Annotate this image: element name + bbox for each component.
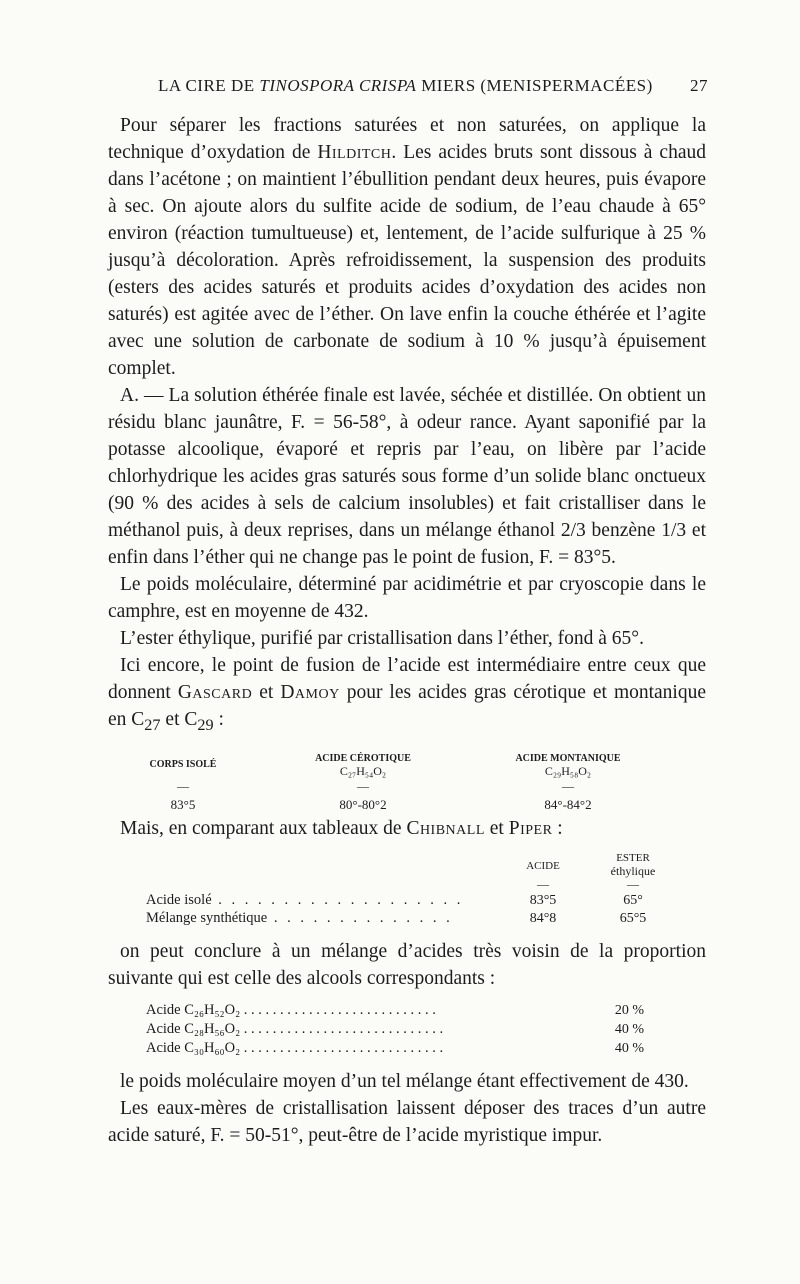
paragraph-8: le poids moléculaire moyen d’un tel mélange étant effectivement de 430. xyxy=(120,1070,689,1092)
author-name: Chibnall xyxy=(406,817,485,839)
table-row: Acide isolé . . . . . . . . . . . . . . . . . . . xyxy=(146,891,464,908)
melting-point-table xyxy=(108,753,706,815)
table-header-ester: ESTER éthylique xyxy=(610,851,656,878)
paragraph-2: A. — La solution éthérée finale est lavée, séchée et distillée. On obtient un résidu blanc jaunâtre, F. = 56-58°, à odeur rance. Ayant saponifié par la potasse alcoolique, évaporé et repris par l’eau, on libère par l’acide chlorhydrique les acides gras saturés sous forme d’un solide blanc onctueux (90 % des acides à sels de calcium insolubles) et fait cristalliser dans le méthanol puis, à deux reprises, dans un mélange éthanol 2/3 benzène 1/3 et enfin dans l’éther qui ne change pas le point de fusion, F. = 83°5. xyxy=(108,385,706,568)
value-acide: 83°5 xyxy=(529,892,557,908)
comparison-table xyxy=(108,850,706,924)
value-percent: 20 % xyxy=(614,1002,644,1018)
proportion-table xyxy=(108,998,706,1064)
table-dash: — xyxy=(627,876,639,891)
paragraph-4: L’ester éthylique, purifié par cristallisation dans l’éther, fond à 65°. xyxy=(120,628,644,649)
page-number: 27 xyxy=(690,76,708,95)
table-dash: — xyxy=(562,778,574,793)
table-row: Acide C₂₈H₅₆O₂ . . . . . . . . . . . . . . . . . . . . . . . . . . . . xyxy=(146,1020,444,1037)
table-row: Mélange synthétique . . . . . . . . . . . . . . xyxy=(146,909,453,926)
paragraph-9: Les eaux-mères de cristallisation laissent déposer des traces d’un autre acide saturé, F. = 50-51°, peut-être de l’acide myristique impur. xyxy=(108,1097,706,1146)
author-name: Hilditch xyxy=(317,142,392,163)
author-name: Piper xyxy=(508,817,553,839)
running-header xyxy=(158,76,708,100)
paragraph-7: on peut conclure à un mélange d’acides très voisin de la proportion suivante qui est celle des alcools correspondants : xyxy=(108,940,706,989)
value-ester: 65°5 xyxy=(619,910,647,926)
table-row: Acide C₂₆H₅₂O₂ . . . . . . . . . . . . . . . . . . . . . . . . . . . xyxy=(146,1001,436,1018)
value-percent: 40 % xyxy=(614,1021,644,1037)
header-title: LA CIRE DE TINOSPORA CRISPA MIERS (MENISPERMACÉES) xyxy=(158,76,653,95)
table-header-montanique: ACIDE MONTANIQUE C₂₉H₅₈O₂ xyxy=(478,753,658,777)
paragraph-5: Ici encore, le point de fusion de l’acide est intermédiaire entre ceux que donnent Gascard et Damoy pour les acides gras cérotique et montanique en $C_{27}$ et $C_{29}$ : xyxy=(108,655,707,734)
table-dash: — xyxy=(177,778,189,793)
value-montanique: 84°-84°2 xyxy=(544,796,592,812)
value-cerotique: 80°-80°2 xyxy=(339,796,387,812)
paragraph-3: Le poids moléculaire, déterminé par acidimétrie et par cryoscopie dans le camphre, est en moyenne de 432. xyxy=(108,574,706,622)
value-acide: 84°8 xyxy=(529,910,557,926)
formula: C₂₉H₅₈O₂ xyxy=(544,763,592,778)
table-row: Acide C₃₀H₆₀O₂ . . . . . . . . . . . . . . . . . . . . . . . . . . . . xyxy=(146,1039,444,1056)
dot-leader: . . . . . . . . . . . . . . . . . . . . . . . . . . . . xyxy=(243,1039,444,1056)
value-percent: 40 % xyxy=(614,1040,644,1056)
table-dash: — xyxy=(537,876,549,891)
formula: C₂₇H₅₄O₂ xyxy=(339,763,387,778)
table-header-cerotique: ACIDE CÉROTIQUE C₂₇H₅₄O₂ xyxy=(278,753,448,777)
author-name: Damoy xyxy=(280,682,340,703)
table-dash: — xyxy=(357,778,369,793)
paragraph-1: Pour séparer les fractions saturées et non saturées, on applique la technique d’oxydation de Hilditch. Les acides bruts sont dissous à chaud dans l’acétone ; on maintient l’ébullition pendant deux heures, puis évapore à sec. On ajoute alors du sulfite acide de sodium, de l’eau chaude à 65° environ (réaction tumultueuse) et, lentement, de l’acide sulfurique à 25 % jusqu’à décoloration. Après refroidissement, la suspension des produits (esters des acides saturés et produits acides d’oxydation des acides non saturés) est agitée avec de l’éther. On lave enfin la couche éthérée et l’agite avec une solution de carbonate de sodium à 10 % jusqu’à épuisement complet. xyxy=(108,115,706,379)
dot-leader: . . . . . . . . . . . . . . . . . . . . . . . . . . . . xyxy=(243,1020,444,1037)
value-ester: 65° xyxy=(623,892,643,908)
dot-leader: . . . . . . . . . . . . . . . . . . . . . . . . . . . xyxy=(243,1001,436,1018)
author-name: Gascard xyxy=(177,682,253,703)
value-corps: 83°5 xyxy=(170,796,196,812)
table-header-corps: CORPS ISOLÉ xyxy=(149,758,217,770)
page-body xyxy=(108,112,706,1149)
table-header-acide: ACIDE xyxy=(526,859,560,872)
header-title-italic: TINOSPORA CRISPA xyxy=(259,76,417,95)
paragraph-6: Mais, en comparant aux tableaux de Chibnall et Piper : xyxy=(120,817,563,839)
